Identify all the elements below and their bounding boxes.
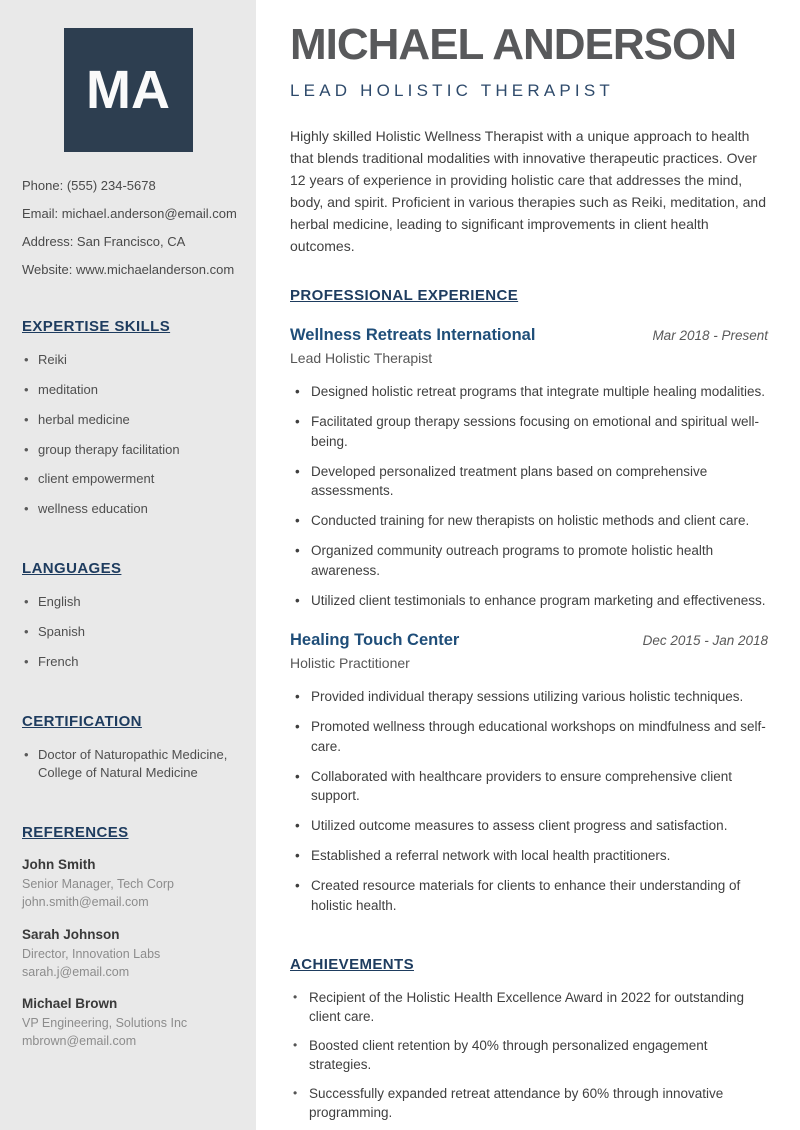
reference-entry xyxy=(22,927,234,982)
job-bullet-list xyxy=(290,382,768,610)
main-content xyxy=(256,0,800,1130)
job-dates: Dec 2015 - Jan 2018 xyxy=(642,633,768,649)
achievement-item: • Boosted client retention by 40% through personalized engagement strategies. xyxy=(290,1036,768,1075)
job-bullet: • Provided individual therapy sessions utilizing various holistic techniques. xyxy=(290,687,768,707)
skills-list xyxy=(22,351,234,519)
skill-item: • Reiki xyxy=(22,351,234,370)
skill-item: • client empowerment xyxy=(22,470,234,489)
section-heading-professional-experience: PROFESSIONAL EXPERIENCE xyxy=(290,287,519,305)
reference-name: Sarah Johnson xyxy=(22,926,120,942)
job-header xyxy=(290,326,768,345)
monogram-logo xyxy=(64,28,193,152)
section-heading-achievements: ACHIEVEMENTS xyxy=(290,955,414,973)
contact-website: Website: www.michaelanderson.com xyxy=(22,262,235,277)
candidate-title: LEAD HOLISTIC THERAPIST xyxy=(290,81,614,101)
skill-item: • wellness education xyxy=(22,500,234,519)
certification-list xyxy=(22,746,234,784)
achievements-list xyxy=(290,988,768,1123)
language-item: • English xyxy=(22,593,234,612)
job-bullet: • Collaborated with healthcare providers to ensure comprehensive client support. xyxy=(290,767,768,806)
contact-list xyxy=(22,178,237,277)
sidebar xyxy=(0,0,256,1130)
company-name: Healing Touch Center xyxy=(290,631,460,650)
job-bullet: • Utilized outcome measures to assess client progress and satisfaction. xyxy=(290,816,768,836)
reference-title: VP Engineering, Solutions Inc xyxy=(22,1016,188,1031)
job-bullet: • Established a referral network with local health practitioners. xyxy=(290,846,768,866)
job-bullet: • Organized community outreach programs to promote holistic health awareness. xyxy=(290,541,768,580)
skill-item: • group therapy facilitation xyxy=(22,441,234,460)
job-role: Holistic Practitioner xyxy=(290,655,410,672)
language-item: • French xyxy=(22,653,234,672)
contact-email: Email: michael.anderson@email.com xyxy=(22,206,237,221)
achievement-item: • Recipient of the Holistic Health Excellence Award in 2022 for outstanding client care. xyxy=(290,988,768,1027)
language-item: • Spanish xyxy=(22,623,234,642)
reference-email: sarah.j@email.com xyxy=(22,964,130,979)
monogram-initials: MA xyxy=(86,60,170,120)
company-name: Wellness Retreats International xyxy=(290,326,536,345)
languages-list xyxy=(22,593,234,672)
section-heading-expertise-skills: EXPERTISE SKILLS xyxy=(22,318,171,335)
job-bullet: • Promoted wellness through educational workshops on mindfulness and self-care. xyxy=(290,717,768,756)
skill-item: • herbal medicine xyxy=(22,411,234,430)
certification-item: • Doctor of Naturopathic Medicine, College of Natural Medicine xyxy=(22,746,234,784)
reference-entry xyxy=(22,857,234,912)
reference-name: Michael Brown xyxy=(22,996,118,1012)
job-bullet: • Facilitated group therapy sessions focusing on emotional and spiritual well-being. xyxy=(290,412,768,451)
experience-entry xyxy=(290,326,768,610)
job-bullet: • Developed personalized treatment plans based on comprehensive assessments. xyxy=(290,462,768,501)
job-dates: Mar 2018 - Present xyxy=(652,328,768,344)
job-bullet: • Conducted training for new therapists on holistic methods and client care. xyxy=(290,511,768,531)
section-heading-certification: CERTIFICATION xyxy=(22,712,142,730)
professional-summary: Highly skilled Holistic Wellness Therapist with a unique approach to health that blends traditional modalities with innovative therapeutic practices. Over 12 years of experience in providing holistic care that addresses the mind, body, and spirit. Proficient in various therapies such as Reiki, meditation, and herbal medicine, leading to significant improvements in client health outcomes. xyxy=(290,128,766,255)
reference-title: Senior Manager, Tech Corp xyxy=(22,877,174,892)
skill-item: • meditation xyxy=(22,381,234,400)
contact-address: Address: San Francisco, CA xyxy=(22,234,186,249)
experience-entry xyxy=(290,631,768,915)
job-bullet: • Created resource materials for clients to enhance their understanding of holistic health. xyxy=(290,876,768,915)
reference-email: john.smith@email.com xyxy=(22,895,149,910)
reference-email: mbrown@email.com xyxy=(22,1034,137,1049)
section-heading-references: REFERENCES xyxy=(22,824,129,842)
candidate-name: MICHAEL ANDERSON xyxy=(290,20,737,69)
job-header xyxy=(290,631,768,650)
achievement-item: • Successfully expanded retreat attendance by 60% through innovative programming. xyxy=(290,1084,768,1123)
reference-name: John Smith xyxy=(22,857,96,873)
section-heading-languages: LANGUAGES xyxy=(22,560,122,578)
contact-phone: Phone: (555) 234-5678 xyxy=(22,178,156,193)
reference-entry xyxy=(22,996,234,1051)
job-bullet-list xyxy=(290,687,768,915)
job-bullet: • Utilized client testimonials to enhance program marketing and effectiveness. xyxy=(290,591,768,611)
job-bullet: • Designed holistic retreat programs that integrate multiple healing modalities. xyxy=(290,382,768,402)
reference-title: Director, Innovation Labs xyxy=(22,946,161,961)
job-role: Lead Holistic Therapist xyxy=(290,350,433,367)
